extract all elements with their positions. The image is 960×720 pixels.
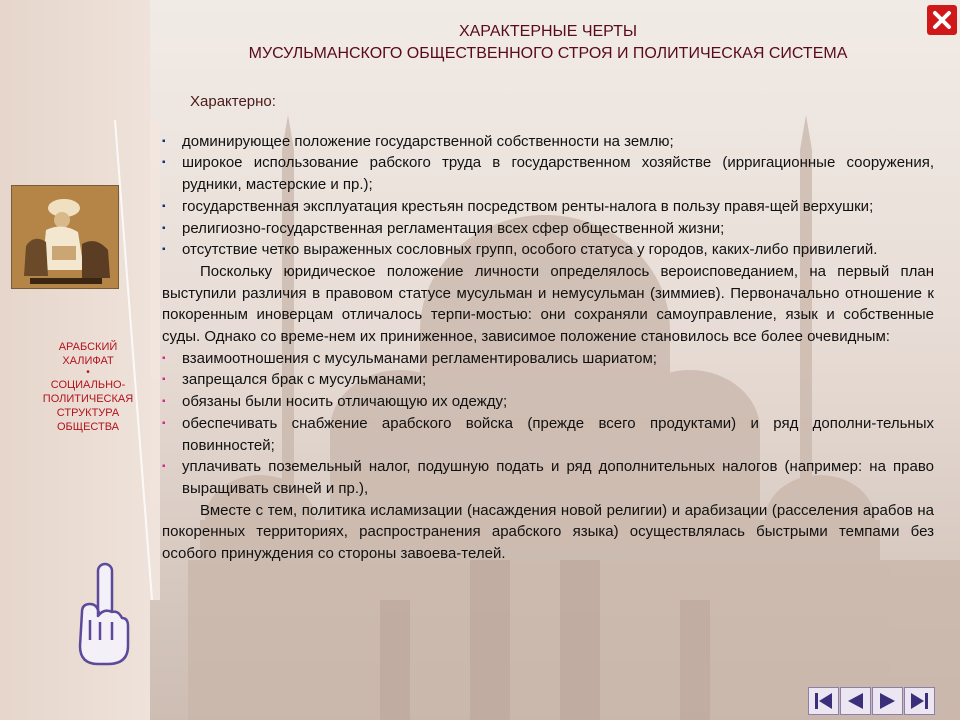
last-slide-button[interactable] [904, 687, 935, 715]
bullet-marker-icon: ▪ [162, 135, 166, 147]
paragraph-islamization: Вместе с тем, политика исламизации (насаждения новой религии) и арабизации (расселения арабов на покоренных территориях, распространения арабского языка) осуществлялась быстрыми темпами без особого принуждения со стороны завоева-телей. [162, 501, 934, 563]
list-item: ▪ отсутствие четко выраженных сословных групп, особого статуса у городов, каких-либо привилегий. [162, 239, 934, 261]
slide-title-line-1: ХАРАКТЕРНЫЕ ЧЕРТЫ [458, 23, 638, 40]
bullet-marker-icon: ▪ [162, 352, 166, 364]
scholar-illustration-image [11, 185, 119, 289]
main-content [162, 91, 934, 565]
list-item: ▪ обязаны были носить отличающую их одежду; [162, 391, 934, 413]
close-button[interactable] [927, 5, 957, 35]
list-item: ▪ широкое использование рабского труда в государственном хозяйстве (ирригационные сооружения, рудники, мастерские и пр.); [162, 154, 934, 194]
bullet-marker-icon: ▪ [162, 374, 166, 386]
list-item: ▪ запрещался брак с мусульманами; [162, 369, 934, 391]
bullet-marker-icon: ▪ [162, 244, 166, 256]
bullet-list-features [162, 131, 934, 261]
bullet-marker-icon: ▪ [162, 200, 166, 212]
section-caption [40, 340, 136, 434]
bullet-marker-icon: ▪ [162, 461, 166, 473]
previous-slide-button[interactable] [840, 687, 871, 715]
section-caption-top: АРАБСКИЙ ХАЛИФАТ [58, 341, 118, 367]
next-slide-button[interactable] [872, 687, 903, 715]
list-item: ▪ взаимоотношения с мусульманами регламентировались шариатом; [162, 348, 934, 370]
paragraph-legal-status: Поскольку юридическое положение личности определялось вероисповеданием, на первый план выступили различия в правовом статусе мусульман и немусульман (зиммиев). Первоначально отношение к покоренным иноверцам отличалось терпи-мостью: они сохраняли самоуправление, язык и собственные суды. Однако со време-нем их приниженное, зависимое положение становилось все более очевидным: [162, 262, 934, 346]
list-item: ▪ обеспечивать снабжение арабского войска (прежде всего продуктами) и ряд дополни-тельных повинностей; [162, 414, 934, 454]
bullet-marker-icon: ▪ [162, 417, 166, 429]
list-item: ▪ уплачивать поземельный налог, подушную подать и ряд дополнительных налогов (например: на право выращивать свиней и пр.), [162, 458, 934, 497]
list-item: ▪ религиозно-государственная регламентация всех сфер общественной жизни; [162, 218, 934, 240]
slide-navigation [808, 687, 934, 715]
list-item: ▪ доминирующее положение государственной собственности на землю; [162, 131, 934, 153]
section-caption-bullet: • [86, 367, 90, 378]
bullet-list-restrictions [162, 348, 934, 500]
bullet-marker-icon: ▪ [162, 222, 166, 234]
bullet-marker-icon: ▪ [162, 396, 166, 408]
first-slide-button[interactable] [808, 687, 839, 715]
bullet-marker-icon: ▪ [162, 157, 166, 169]
list-item: ▪ государственная эксплуатация крестьян посредством ренты-налога в пользу правя-щей верхушки; [162, 196, 934, 218]
slide-title-line-2: МУСУЛЬМАНСКОГО ОБЩЕСТВЕННОГО СТРОЯ И ПОЛИТИЧЕСКАЯ СИСТЕМА [248, 45, 848, 62]
slide-title [190, 21, 906, 65]
intro-label: Характерно: [190, 93, 276, 110]
section-caption-bottom: СОЦИАЛЬНО-ПОЛИТИЧЕСКАЯ СТРУКТУРА ОБЩЕСТВА [42, 379, 134, 433]
pointing-hand-icon [70, 560, 134, 670]
